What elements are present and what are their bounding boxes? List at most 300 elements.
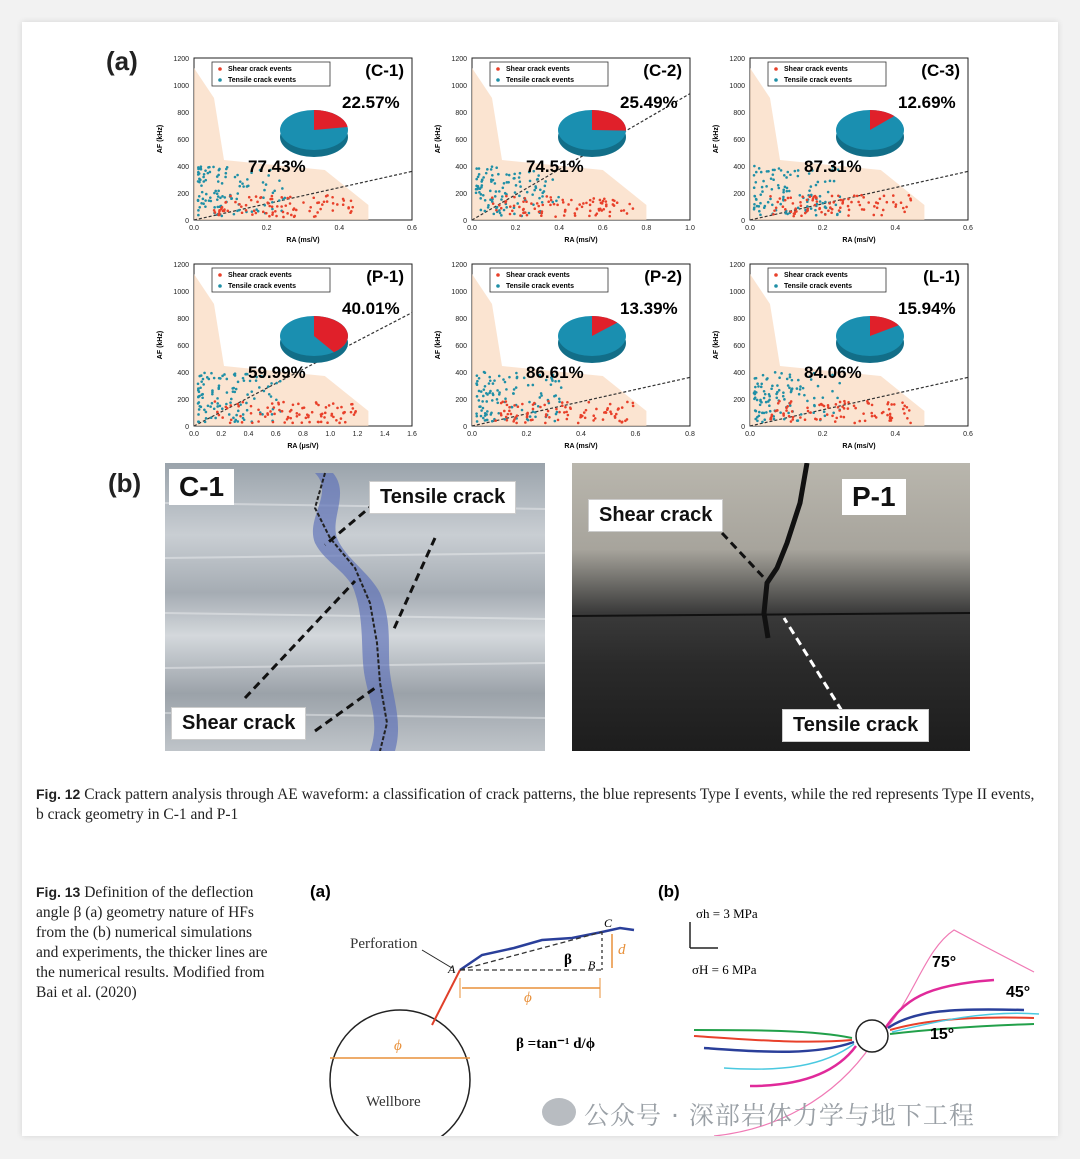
shear-point	[900, 201, 903, 204]
tensile-point	[555, 199, 558, 202]
x-tick-label: 0.4	[554, 225, 565, 232]
x-tick-label: 0.4	[576, 431, 586, 438]
shear-point	[828, 202, 831, 205]
shear-point	[526, 214, 529, 217]
shear-point	[886, 414, 889, 417]
shear-point	[540, 214, 543, 217]
tensile-point	[245, 402, 248, 405]
point-c-label: C	[604, 916, 613, 930]
shear-point	[843, 400, 846, 403]
tensile-point	[505, 173, 508, 176]
shear-point	[561, 401, 564, 404]
shear-point	[271, 211, 274, 214]
tensile-point	[232, 417, 235, 420]
tensile-point	[788, 190, 791, 193]
shear-point	[632, 405, 635, 408]
tensile-point	[213, 377, 216, 380]
shear-point	[834, 420, 837, 423]
shear-point	[515, 422, 518, 425]
shear-point	[806, 210, 809, 213]
tensile-point	[780, 169, 783, 172]
shear-point	[806, 406, 809, 409]
tensile-point	[229, 401, 232, 404]
shear-point	[908, 409, 911, 412]
y-axis-label: AF (kHz)	[435, 330, 442, 360]
tensile-point	[760, 386, 763, 389]
tensile-point	[498, 393, 501, 396]
legend-tensile-label: Tensile crack events	[784, 77, 852, 84]
shear-point	[266, 201, 269, 204]
y-tick-label: 200	[177, 191, 189, 198]
legend	[212, 62, 330, 86]
tensile-point	[814, 209, 817, 212]
pie-shear-percent: 40.01%	[342, 299, 400, 318]
scatter-plot-c1	[142, 38, 422, 250]
tensile-point	[498, 375, 501, 378]
tensile-point	[753, 206, 756, 209]
tensile-point	[534, 185, 537, 188]
tensile-point	[536, 178, 539, 181]
tensile-point	[475, 178, 478, 181]
tensile-point	[493, 379, 496, 382]
chart-title: (C-1)	[365, 61, 404, 80]
shear-point	[880, 214, 883, 217]
tensile-point	[498, 209, 501, 212]
shear-point	[274, 210, 277, 213]
shear-point	[290, 214, 293, 217]
shear-point	[323, 200, 326, 203]
y-axis-label: AF (kHz)	[713, 330, 720, 360]
tensile-point	[759, 202, 762, 205]
legend-marker-tensile	[496, 284, 500, 288]
tensile-point	[769, 198, 772, 201]
tensile-point	[197, 214, 200, 217]
tensile-point	[789, 173, 792, 176]
shear-point	[867, 402, 870, 405]
shear-point	[793, 212, 796, 215]
legend	[768, 62, 886, 86]
tensile-point	[200, 202, 203, 205]
shear-point	[264, 415, 267, 418]
shear-point	[628, 203, 631, 206]
tensile-point	[496, 401, 499, 404]
y-tick-label: 1200	[173, 262, 189, 269]
shear-point	[789, 402, 792, 405]
shear-point	[799, 201, 802, 204]
shear-point	[556, 204, 559, 207]
shear-point	[326, 200, 329, 203]
tensile-point	[265, 183, 268, 186]
tensile-point	[475, 188, 478, 191]
tensile-point	[753, 186, 756, 189]
tensile-point	[505, 206, 508, 209]
x-tick-label: 0.0	[467, 431, 477, 438]
shear-point	[340, 406, 343, 409]
legend-tensile-label: Tensile crack events	[506, 77, 574, 84]
y-tick-label: 1000	[729, 83, 745, 90]
y-tick-label: 1000	[173, 83, 189, 90]
shear-point	[864, 419, 867, 422]
tensile-point	[273, 189, 276, 192]
shear-point	[297, 403, 300, 406]
tensile-point	[758, 210, 761, 213]
shear-point	[230, 418, 233, 421]
shear-point	[839, 206, 842, 209]
tensile-point	[810, 207, 813, 210]
tensile-point	[221, 375, 224, 378]
tensile-point	[220, 215, 223, 218]
tensile-point	[482, 194, 485, 197]
y-tick-label: 1000	[729, 289, 745, 296]
shear-point	[236, 403, 239, 406]
chart-svg	[698, 38, 978, 250]
tensile-point	[761, 412, 764, 415]
x-tick-label: 1.6	[407, 431, 417, 438]
shear-point	[522, 208, 525, 211]
tensile-point	[202, 176, 205, 179]
tensile-point	[263, 204, 266, 207]
shear-point	[561, 404, 564, 407]
shear-point	[889, 415, 892, 418]
shear-point	[317, 421, 320, 424]
tensile-point	[232, 390, 235, 393]
tensile-point	[829, 180, 832, 183]
shear-point	[801, 195, 804, 198]
shear-point	[776, 409, 779, 412]
tensile-point	[763, 390, 766, 393]
shear-point	[853, 404, 856, 407]
shear-point	[886, 201, 889, 204]
shear-point	[792, 202, 795, 205]
tensile-point	[759, 404, 762, 407]
shear-point	[331, 413, 334, 416]
tensile-point	[281, 187, 284, 190]
shear-point	[353, 413, 356, 416]
tensile-point	[221, 407, 224, 410]
shear-point	[889, 413, 892, 416]
y-tick-label: 200	[455, 397, 467, 404]
wellbore-circle-b	[856, 1020, 888, 1052]
tensile-point	[201, 396, 204, 399]
tensile-point	[503, 209, 506, 212]
shear-point	[790, 420, 793, 423]
shear-point	[604, 411, 607, 414]
tensile-point	[760, 383, 763, 386]
shear-point	[599, 199, 602, 202]
tensile-point	[540, 392, 543, 395]
tensile-point	[774, 371, 777, 374]
tensile-point	[821, 202, 824, 205]
watermark-text: 公众号 · 深部岩体力学与地下工程	[584, 1101, 975, 1130]
tensile-point	[228, 413, 231, 416]
tensile-point	[476, 383, 479, 386]
tensile-point	[210, 372, 213, 375]
shear-point	[513, 205, 516, 208]
tensile-point	[217, 195, 220, 198]
tensile-point	[491, 165, 494, 168]
tensile-point	[758, 205, 761, 208]
shear-point	[298, 413, 301, 416]
tensile-point	[489, 379, 492, 382]
shear-point	[536, 202, 539, 205]
shear-point	[809, 411, 812, 414]
tensile-point	[824, 201, 827, 204]
shear-point	[901, 401, 904, 404]
tensile-point	[760, 171, 763, 174]
x-tick-label: 1.0	[325, 431, 336, 438]
shear-point	[804, 418, 807, 421]
legend-marker-shear	[218, 67, 222, 71]
shear-point	[566, 401, 569, 404]
shear-point	[782, 414, 785, 417]
shear-point	[792, 416, 795, 419]
tensile-point	[224, 176, 227, 179]
shear-point	[887, 401, 890, 404]
shear-point	[847, 401, 850, 404]
shear-point	[876, 207, 879, 210]
shear-point	[882, 209, 885, 212]
tensile-point	[496, 206, 499, 209]
y-tick-label: 800	[455, 110, 467, 117]
tensile-point	[782, 391, 785, 394]
tensile-point	[202, 383, 205, 386]
shear-point	[788, 415, 791, 418]
tensile-point	[786, 190, 789, 193]
shear-point	[577, 422, 580, 425]
tensile-point	[504, 381, 507, 384]
shear-point	[262, 211, 265, 214]
tensile-point	[514, 191, 517, 194]
x-tick-label: 0.0	[745, 225, 755, 232]
tensile-point	[475, 167, 478, 170]
tensile-point	[519, 185, 522, 188]
legend	[490, 268, 608, 292]
tensile-point	[778, 389, 781, 392]
tensile-point	[765, 378, 768, 381]
x-tick-label: 0.0	[189, 431, 199, 438]
photo-tag-c1: C-1	[169, 469, 234, 505]
tensile-point	[836, 397, 839, 400]
tensile-point	[803, 394, 806, 397]
tensile-point	[539, 188, 542, 191]
sigma-h-label: σh = 3 MPa	[696, 906, 758, 921]
tensile-point	[783, 418, 786, 421]
shear-point	[875, 416, 878, 419]
sigma-H-label: σH = 6 MPa	[692, 962, 757, 977]
tensile-point	[217, 180, 220, 183]
tensile-point	[541, 195, 544, 198]
tensile-point	[827, 191, 830, 194]
tensile-point	[242, 377, 245, 380]
legend-marker-shear	[218, 273, 222, 277]
tensile-point	[486, 168, 489, 171]
shear-point	[326, 421, 329, 424]
tensile-point	[223, 196, 226, 199]
shear-point	[250, 405, 253, 408]
shear-point	[843, 416, 846, 419]
y-tick-label: 0	[185, 218, 189, 225]
tensile-point	[208, 166, 211, 169]
shear-point	[350, 411, 353, 414]
tensile-point	[558, 400, 561, 403]
shear-point	[305, 417, 308, 420]
tensile-point	[502, 186, 505, 189]
tensile-point	[236, 174, 239, 177]
tensile-point	[475, 191, 478, 194]
x-axis-label: RA (ms/V)	[286, 237, 320, 244]
tensile-point	[789, 376, 792, 379]
callout-tensile-crack-p1: Tensile crack	[782, 709, 929, 742]
shear-point	[613, 204, 616, 207]
shear-point	[216, 411, 219, 414]
shear-point	[545, 415, 548, 418]
shear-point	[847, 407, 850, 410]
tensile-point	[198, 375, 201, 378]
tensile-point	[777, 184, 780, 187]
tensile-point	[255, 208, 258, 211]
shear-point	[229, 195, 232, 198]
tensile-point	[205, 417, 208, 420]
tensile-point	[198, 390, 201, 393]
tensile-point	[775, 396, 778, 399]
tensile-point	[791, 387, 794, 390]
tensile-point	[205, 411, 208, 414]
tensile-point	[772, 169, 775, 172]
shear-point	[241, 421, 244, 424]
shear-point	[524, 421, 527, 424]
y-axis-label: AF (kHz)	[157, 124, 164, 154]
tensile-point	[242, 185, 245, 188]
shear-point	[349, 211, 352, 214]
x-axis-label: RA (ms/V)	[842, 443, 876, 450]
shear-point	[569, 407, 572, 410]
shear-point	[903, 211, 906, 214]
arrow-shear-1	[245, 581, 355, 698]
shear-point	[584, 417, 587, 420]
shear-point	[316, 211, 319, 214]
tensile-point	[216, 402, 219, 405]
arrow-shear-2	[315, 688, 375, 731]
shear-point	[282, 211, 285, 214]
shear-point	[518, 206, 521, 209]
tensile-point	[271, 201, 274, 204]
shear-point	[574, 212, 577, 215]
shear-point	[549, 196, 552, 199]
shear-point	[336, 203, 339, 206]
tensile-point	[263, 390, 266, 393]
shear-point	[838, 409, 841, 412]
shear-point	[266, 406, 269, 409]
tensile-point	[476, 380, 479, 383]
tensile-point	[258, 386, 261, 389]
x-tick-label: 0.0	[467, 225, 477, 232]
tensile-point	[225, 403, 228, 406]
shear-point	[500, 402, 503, 405]
tensile-point	[789, 373, 792, 376]
shear-point	[316, 202, 319, 205]
point-a-label: A	[448, 962, 456, 976]
shear-point	[344, 421, 347, 424]
tensile-point	[797, 379, 800, 382]
y-tick-label: 200	[455, 191, 467, 198]
tensile-point	[772, 178, 775, 181]
tensile-point	[216, 405, 219, 408]
shear-point	[292, 404, 295, 407]
shear-point	[295, 209, 298, 212]
shear-point	[909, 422, 912, 425]
y-tick-label: 200	[733, 397, 745, 404]
legend-marker-shear	[774, 273, 778, 277]
tensile-point	[491, 174, 494, 177]
shear-point	[594, 214, 597, 217]
tensile-point	[767, 170, 770, 173]
tensile-point	[755, 391, 758, 394]
x-tick-label: 0.4	[890, 431, 901, 438]
callout-shear-crack-p1: Shear crack	[588, 499, 723, 532]
tensile-point	[516, 202, 519, 205]
shear-point	[271, 195, 274, 198]
tensile-point	[478, 405, 481, 408]
tensile-point	[485, 400, 488, 403]
tensile-point	[262, 196, 265, 199]
tensile-point	[555, 413, 558, 416]
x-tick-label: 0.0	[189, 225, 199, 232]
tensile-point	[233, 420, 236, 423]
shear-point	[507, 413, 510, 416]
shear-point	[281, 410, 284, 413]
tensile-point	[216, 198, 219, 201]
shear-point	[286, 212, 289, 215]
shear-point	[567, 414, 570, 417]
tensile-point	[500, 198, 503, 201]
tensile-point	[768, 398, 771, 401]
tensile-point	[197, 413, 200, 416]
shear-point	[500, 414, 503, 417]
legend-shear-label: Shear crack events	[228, 272, 292, 279]
shear-point	[837, 194, 840, 197]
tensile-point	[813, 404, 816, 407]
tensile-point	[485, 392, 488, 395]
tensile-point	[790, 391, 793, 394]
legend-tensile-label: Tensile crack events	[228, 283, 296, 290]
shear-point	[831, 414, 834, 417]
shear-point	[307, 414, 310, 417]
tensile-point	[482, 176, 485, 179]
shear-point	[809, 195, 812, 198]
shear-point	[820, 211, 823, 214]
tensile-point	[478, 167, 481, 170]
shear-point	[505, 400, 508, 403]
tensile-point	[824, 415, 827, 418]
legend-shear-label: Shear crack events	[228, 66, 292, 73]
shear-point	[905, 206, 908, 209]
tensile-point	[491, 399, 494, 402]
tensile-point	[553, 395, 556, 398]
shear-point	[853, 422, 856, 425]
shear-point	[565, 411, 568, 414]
tensile-point	[278, 179, 281, 182]
shear-point	[525, 200, 528, 203]
tensile-point	[778, 167, 781, 170]
legend-marker-tensile	[218, 78, 222, 82]
fig13-panel-a-label: (a)	[310, 882, 331, 901]
tensile-point	[761, 186, 764, 189]
x-tick-label: 0.8	[685, 431, 695, 438]
shear-point	[522, 200, 525, 203]
shear-point	[838, 209, 841, 212]
d-label: d	[618, 942, 626, 958]
y-tick-label: 600	[177, 343, 189, 350]
